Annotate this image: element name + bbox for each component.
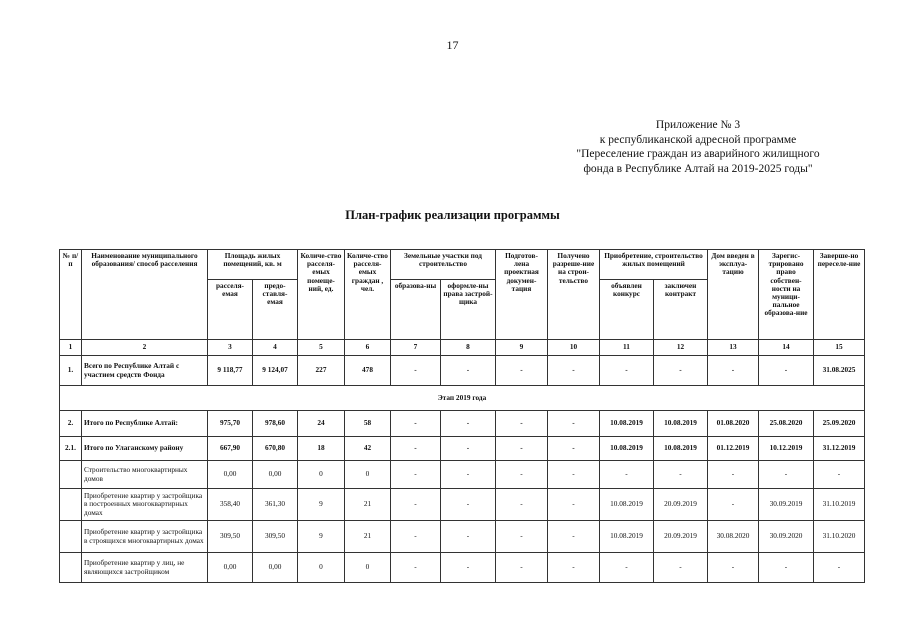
- table-cell: -: [548, 437, 600, 461]
- table-cell: -: [654, 553, 708, 583]
- table-cell: 42: [345, 437, 391, 461]
- row-name: Итого по Республике Алтай:: [82, 411, 208, 437]
- table-cell: 978,60: [253, 411, 298, 437]
- column-number: 15: [814, 340, 865, 356]
- document-title: План-график реализации программы: [345, 208, 560, 222]
- table-cell: 0,00: [208, 461, 253, 489]
- table-cell: 0,00: [253, 553, 298, 583]
- table-cell: -: [441, 553, 496, 583]
- table-row: [60, 521, 865, 553]
- table-cell: 31.10.2019: [814, 489, 865, 521]
- row-number: 2.: [60, 411, 82, 437]
- table-cell: 0: [345, 461, 391, 489]
- row-name: Приобретение квартир у застройщика в построенных многоквартирных домах: [82, 489, 208, 521]
- table-cell: -: [600, 461, 654, 489]
- table-cell: -: [600, 356, 654, 386]
- table-cell: 10.12.2019: [759, 437, 814, 461]
- table-cell: 975,70: [208, 411, 253, 437]
- column-number-row: [60, 340, 865, 356]
- table-cell: -: [391, 356, 441, 386]
- header-land-formed: образова-ны: [391, 280, 441, 340]
- table-cell: 309,50: [253, 521, 298, 553]
- table-cell: 9: [298, 489, 345, 521]
- table-cell: 18: [298, 437, 345, 461]
- table-cell: -: [600, 553, 654, 583]
- table-cell: 24: [298, 411, 345, 437]
- table-cell: -: [496, 461, 548, 489]
- header-land-rights: оформле-ны права застрой-щика: [441, 280, 496, 340]
- table-cell: -: [441, 489, 496, 521]
- column-number: 10: [548, 340, 600, 356]
- appendix-note: [548, 118, 848, 176]
- table-row: [60, 553, 865, 583]
- header-land: Земельные участки под строительство: [391, 250, 496, 280]
- row-number: 2.1.: [60, 437, 82, 461]
- table-cell: -: [441, 437, 496, 461]
- header-contest: объявлен конкурс: [600, 280, 654, 340]
- row-number: [60, 553, 82, 583]
- table-cell: -: [391, 489, 441, 521]
- table-cell: -: [496, 411, 548, 437]
- table-cell: -: [654, 461, 708, 489]
- table-cell: 10.08.2019: [654, 411, 708, 437]
- header-name: Наименование муниципального образования/ способ расселения: [82, 250, 208, 340]
- row-name: Всего по Республике Алтай с участием средств Фонда: [82, 356, 208, 386]
- table-cell: 0,00: [208, 553, 253, 583]
- table-cell: -: [441, 521, 496, 553]
- header-area-resettled: расселя-емая: [208, 280, 253, 340]
- table-cell: 58: [345, 411, 391, 437]
- table-cell: 30.08.2020: [708, 521, 759, 553]
- table-cell: -: [548, 553, 600, 583]
- row-number: [60, 521, 82, 553]
- table-cell: 21: [345, 521, 391, 553]
- table-cell: 0: [298, 553, 345, 583]
- table-row: [60, 437, 865, 461]
- stage-row: [60, 386, 865, 411]
- row-number: 1.: [60, 356, 82, 386]
- table-cell: 30.09.2020: [759, 521, 814, 553]
- schedule-table: [59, 249, 865, 583]
- table-cell: 10.08.2019: [600, 489, 654, 521]
- header-project-docs: Подготов-лена проектная докумен-тация: [496, 250, 548, 340]
- column-number: 13: [708, 340, 759, 356]
- appendix-line-3: "Переселение граждан из аварийного жилищного: [576, 148, 820, 160]
- table-cell: 309,50: [208, 521, 253, 553]
- table-cell: 31.08.2025: [814, 356, 865, 386]
- table-cell: -: [708, 461, 759, 489]
- table-cell: 25.09.2020: [814, 411, 865, 437]
- table-cell: 9 124,07: [253, 356, 298, 386]
- table-cell: 01.12.2019: [708, 437, 759, 461]
- table-row: [60, 356, 865, 386]
- table-cell: 0: [298, 461, 345, 489]
- table-cell: 31.12.2019: [814, 437, 865, 461]
- table-cell: -: [391, 437, 441, 461]
- table-cell: -: [759, 553, 814, 583]
- header-contract: заключен контракт: [654, 280, 708, 340]
- table-cell: 10.08.2019: [600, 521, 654, 553]
- header-premises-count: Количе-ство расселя-емых помеще-ний, ед.: [298, 250, 345, 340]
- row-name: Итого по Улаганскому району: [82, 437, 208, 461]
- table-cell: 9 118,77: [208, 356, 253, 386]
- table-cell: -: [814, 553, 865, 583]
- table-cell: -: [496, 437, 548, 461]
- header-acquisition: Приобретение, строительство жилых помещений: [600, 250, 708, 280]
- column-number: 6: [345, 340, 391, 356]
- table-cell: -: [548, 461, 600, 489]
- header-num: № п/п: [60, 250, 82, 340]
- table-cell: -: [496, 553, 548, 583]
- column-number: 11: [600, 340, 654, 356]
- column-number: 1: [60, 340, 82, 356]
- table-cell: 01.08.2020: [708, 411, 759, 437]
- table-cell: 358,40: [208, 489, 253, 521]
- column-number: 5: [298, 340, 345, 356]
- row-number: [60, 461, 82, 489]
- table-cell: 667,90: [208, 437, 253, 461]
- table-cell: -: [654, 356, 708, 386]
- table-cell: 21: [345, 489, 391, 521]
- header-area-provided: предо-ставля-емая: [253, 280, 298, 340]
- table-cell: 10.08.2019: [654, 437, 708, 461]
- header-permit: Получено разреше-ние на строи-тельство: [548, 250, 600, 340]
- table-cell: -: [441, 461, 496, 489]
- header-ownership: Зарегис-трировано право собствен-ности на муници-пальное образова-ние: [759, 250, 814, 340]
- table-cell: -: [441, 411, 496, 437]
- table-cell: -: [496, 356, 548, 386]
- column-number: 4: [253, 340, 298, 356]
- table-cell: -: [548, 411, 600, 437]
- column-number: 7: [391, 340, 441, 356]
- table-cell: 361,30: [253, 489, 298, 521]
- column-number: 12: [654, 340, 708, 356]
- table-cell: -: [548, 489, 600, 521]
- appendix-line-1: Приложение № 3: [655, 119, 741, 131]
- table-cell: 0: [345, 553, 391, 583]
- table-row: [60, 461, 865, 489]
- table-cell: 670,80: [253, 437, 298, 461]
- table-cell: -: [391, 521, 441, 553]
- header-completion: Заверше-но переселе-ние: [814, 250, 865, 340]
- column-number: 2: [82, 340, 208, 356]
- table-cell: -: [391, 411, 441, 437]
- column-number: 14: [759, 340, 814, 356]
- table-cell: -: [496, 489, 548, 521]
- table-row: [60, 489, 865, 521]
- row-name: Приобретение квартир у лиц, не являющихся застройщиком: [82, 553, 208, 583]
- table-cell: 25.08.2020: [759, 411, 814, 437]
- table-cell: 30.09.2019: [759, 489, 814, 521]
- table-cell: 10.08.2019: [600, 411, 654, 437]
- table-cell: -: [496, 521, 548, 553]
- row-name: Приобретение квартир у застройщика в строящихся многоквартирных домах: [82, 521, 208, 553]
- appendix-line-2: к республиканской адресной программе: [599, 133, 797, 146]
- table-cell: -: [759, 461, 814, 489]
- table-cell: -: [814, 461, 865, 489]
- table-cell: 20.09.2019: [654, 489, 708, 521]
- table-cell: -: [708, 356, 759, 386]
- table-cell: 31.10.2020: [814, 521, 865, 553]
- table-cell: -: [548, 521, 600, 553]
- table-row: [60, 411, 865, 437]
- table-cell: 227: [298, 356, 345, 386]
- header-house-commissioned: Дом введен в эксплуа-тацию: [708, 250, 759, 340]
- table-cell: -: [391, 461, 441, 489]
- header-area: Площадь жилых помещений, кв. м: [208, 250, 298, 280]
- table-body: [60, 356, 865, 583]
- table-cell: -: [441, 356, 496, 386]
- column-number: 8: [441, 340, 496, 356]
- table-cell: -: [708, 553, 759, 583]
- table-cell: 10.08.2019: [600, 437, 654, 461]
- table-cell: -: [708, 489, 759, 521]
- row-number: [60, 489, 82, 521]
- page-number: 17: [446, 38, 459, 52]
- column-number: 9: [496, 340, 548, 356]
- table-cell: -: [548, 356, 600, 386]
- table-cell: 0,00: [253, 461, 298, 489]
- column-number: 3: [208, 340, 253, 356]
- appendix-line-4: фонда в Республике Алтай на 2019-2025 годы": [583, 162, 813, 175]
- header-people-count: Количе-ство расселя-емых граждан , чел.: [345, 250, 391, 340]
- table-cell: 20.09.2019: [654, 521, 708, 553]
- table-cell: -: [759, 356, 814, 386]
- row-name: Строительство многоквартирных домов: [82, 461, 208, 489]
- table-cell: 478: [345, 356, 391, 386]
- stage-label: Этап 2019 года: [60, 386, 865, 411]
- table-cell: -: [391, 553, 441, 583]
- table-cell: 9: [298, 521, 345, 553]
